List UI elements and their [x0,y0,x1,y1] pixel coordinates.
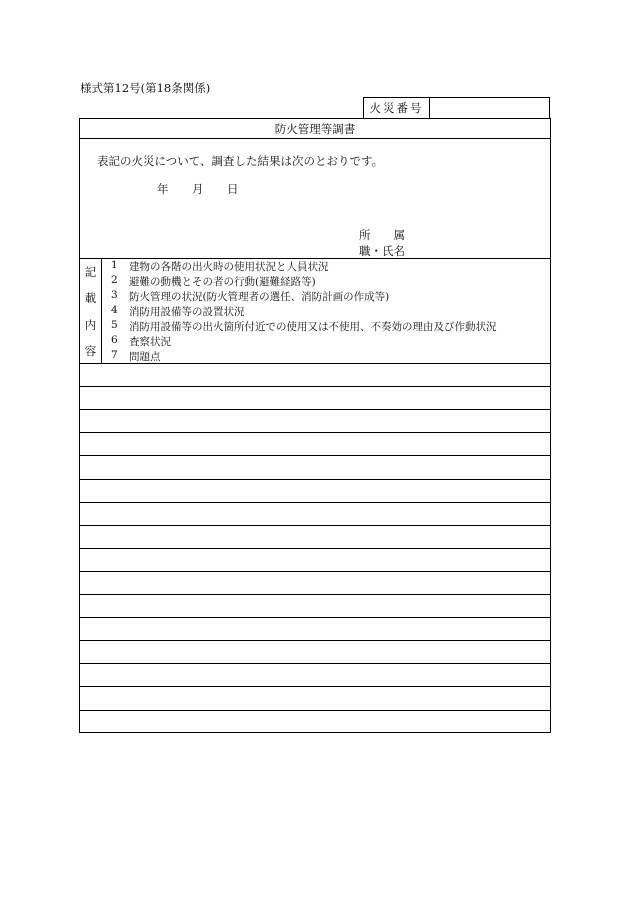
entry-label-char: 載 [84,291,97,305]
entry-item-text: 建物の各階の出火時の使用状況と人員状況 [129,261,329,273]
entry-item-text: 防火管理の状況(防火管理者の選任、消防計画の作成等) [129,291,390,303]
date-day: 日 [227,182,239,196]
title-divider [80,138,550,139]
writing-line [80,548,550,549]
fire-number-label: 火災番号 [364,98,430,118]
writing-line [80,386,550,387]
writing-line [80,502,550,503]
writing-line [80,710,550,711]
writing-line [80,594,550,595]
entry-item-number: 3 [111,289,118,301]
entry-label-char: 内 [84,318,97,332]
entry-item [111,319,497,334]
form-title: 防火管理等調書 [274,122,356,136]
entry-item [111,304,245,319]
entry-item [111,274,316,289]
writing-line [80,617,550,618]
writing-line [80,663,550,664]
entry-item-number: 6 [111,334,118,346]
entry-item [111,349,161,364]
entry-item-number: 5 [111,319,118,331]
writing-line [80,525,550,526]
affiliation-label: 所 属 [359,228,405,242]
entry-item-text: 消防用設備等の出火箇所付近での使用又は不使用、不奏効の理由及び作動状況 [129,321,497,333]
date-year: 年 [157,182,169,196]
writing-line [80,571,550,572]
entry-item-number: 1 [111,259,118,271]
entry-item-text: 消防用設備等の設置状況 [129,306,245,318]
entry-item-text: 査察状況 [129,336,171,348]
writing-line [80,479,550,480]
fire-number-box [363,97,550,118]
entry-label-char: 記 [84,265,97,279]
entry-item-text: 問題点 [129,351,161,363]
writing-line [80,409,550,410]
entry-item [111,259,329,274]
writing-line [80,432,550,433]
writing-line [80,640,550,641]
statement-text: 表記の火災について、調査した結果は次のとおりです。 [97,154,384,168]
entry-item [111,334,171,349]
entry-item-number: 7 [111,349,118,361]
writing-line [80,455,550,456]
entry-item-number: 4 [111,304,118,316]
entry-label-column [80,259,102,363]
entry-item-text: 避難の動機とその者の行動(避難経路等) [129,276,316,288]
position-name-label: 職・氏名 [359,244,405,258]
date-month: 月 [192,182,204,196]
writing-line [80,686,550,687]
entry-items-divider [80,363,550,364]
entry-item [111,289,389,304]
report-form [79,118,551,733]
entry-item-number: 2 [111,274,118,286]
form-number: 様式第12号(第18条関係) [80,81,211,95]
entry-label-char: 容 [84,344,97,358]
